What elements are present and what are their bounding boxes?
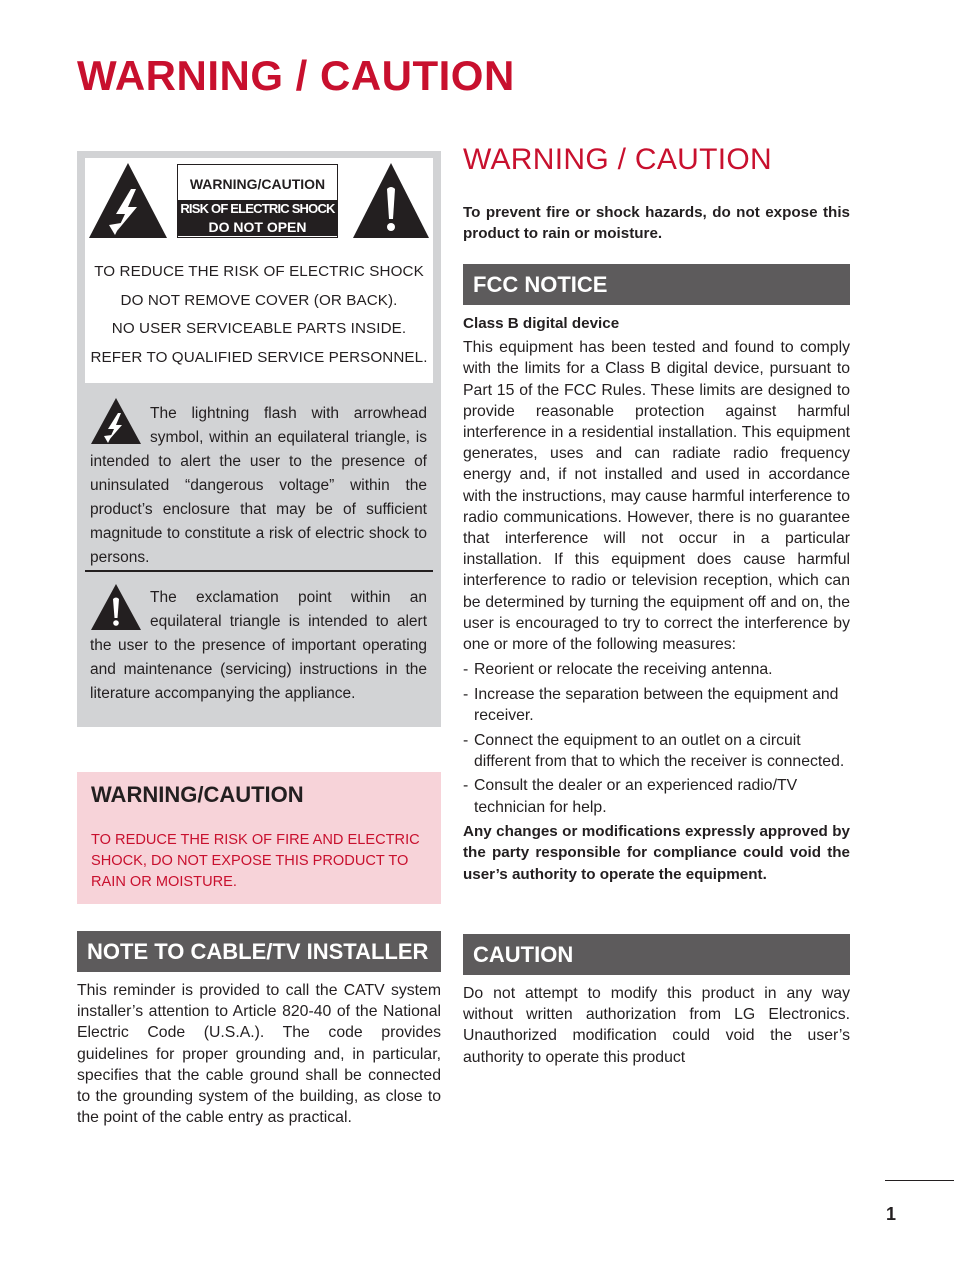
panel-divider [85, 570, 433, 572]
warning-label-line2: RISK OF ELECTRIC SHOCK [178, 200, 337, 218]
section-title: WARNING / CAUTION [463, 143, 772, 176]
warning-label [177, 164, 338, 238]
list-item: - Connect the equipment to an outlet on a circuit different from that to which the receiver is connected. [463, 730, 850, 772]
exclamation-explanation [90, 586, 427, 706]
shock-line: TO REDUCE THE RISK OF ELECTRIC SHOCK [94, 263, 424, 280]
fcc-bold-note: Any changes or modifications expressly approved by the party responsible for compliance could void the user’s authority to operate the equipment. [463, 823, 850, 883]
lightning-small-icon [90, 397, 142, 445]
list-item: - Consult the dealer or an experienced radio/TV technician for help. [463, 775, 850, 817]
fcc-subheading: Class B digital device [463, 315, 620, 332]
cable-installer-heading: NOTE TO CABLE/TV INSTALLER [77, 931, 441, 972]
exclamation-explanation-text: The exclamation point within an equilateral triangle is intended to alert the user to the presence of important operating and maintenance (servicing) instructions in the literature accompanying the appliance. [90, 589, 427, 702]
page-title: WARNING / CAUTION [77, 52, 515, 99]
fcc-notice-body [463, 313, 850, 885]
fcc-measures-list [463, 659, 850, 818]
shock-warning-text [85, 258, 433, 372]
caution-text: Do not attempt to modify this product in any way without written authorization from LG Electronics. Unauthorized modification could void the user’s authority to operate this product [463, 985, 850, 1066]
lightning-explanation [90, 402, 427, 570]
lightning-explanation-text: The lightning flash with arrowhead symbol, within an equilateral triangle, is intended to alert the user to the presence of uninsulated “dangerous voltage” within the product’s enclosure that may be of sufficient magnitude to constitute a risk of electric shock to persons. [90, 405, 427, 566]
intro-warning: To prevent fire or shock hazards, do not expose this product to rain or moisture. [463, 204, 850, 243]
lightning-triangle-icon [87, 161, 169, 239]
list-item: - Reorient or relocate the receiving antenna. [463, 659, 850, 680]
fire-warning-heading: WARNING/CAUTION [91, 782, 304, 807]
page-number-rule [885, 1180, 954, 1181]
fire-warning-text: TO REDUCE THE RISK OF FIRE AND ELECTRIC SHOCK, DO NOT EXPOSE THIS PRODUCT TO RAIN OR MOISTURE. [91, 832, 420, 890]
shock-line: DO NOT REMOVE COVER (OR BACK). [120, 291, 398, 309]
warning-label-line3: DO NOT OPEN [178, 218, 337, 236]
page-number: 1 [886, 1204, 897, 1224]
fcc-notice-heading: FCC NOTICE [463, 264, 850, 305]
list-item: - Increase the separation between the equipment and receiver. [463, 684, 850, 726]
exclamation-small-icon [90, 583, 142, 631]
exclamation-triangle-icon [351, 161, 431, 239]
warning-label-line1: WARNING/CAUTION [189, 176, 326, 192]
shock-line: REFER TO QUALIFIED SERVICE PERSONNEL. [90, 348, 428, 366]
cable-installer-text: This reminder is provided to call the CATV system installer’s attention to Article 820-40 of the National Electric Code (U.S.A.). The code provides guidelines for proper grounding and, in particular, specifies that the cable ground shall be connected to the grounding system of the building, as close to the point of the cable entry as practical. [77, 982, 441, 1127]
fcc-text: This equipment has been tested and found to comply with the limits for a Class B digital device, pursuant to Part 15 of the FCC Rules. These limits are designed to provide reasonable protection against harmful interference in a residential installation. This equipment generates, uses and can radiate radio frequency energy and, if not installed and used in accordance with the instructions, may cause harmful interference to radio communications. However, there is no guarantee that interference will not occur in a particular installation. If this equipment does cause harmful interference to radio or television reception, which can be determined by turning the equipment off and on, the user is encouraged to try to correct the interference by one or more of the following measures: [463, 339, 850, 654]
shock-line: NO USER SERVICEABLE PARTS INSIDE. [111, 320, 407, 337]
caution-heading: CAUTION [463, 934, 850, 975]
